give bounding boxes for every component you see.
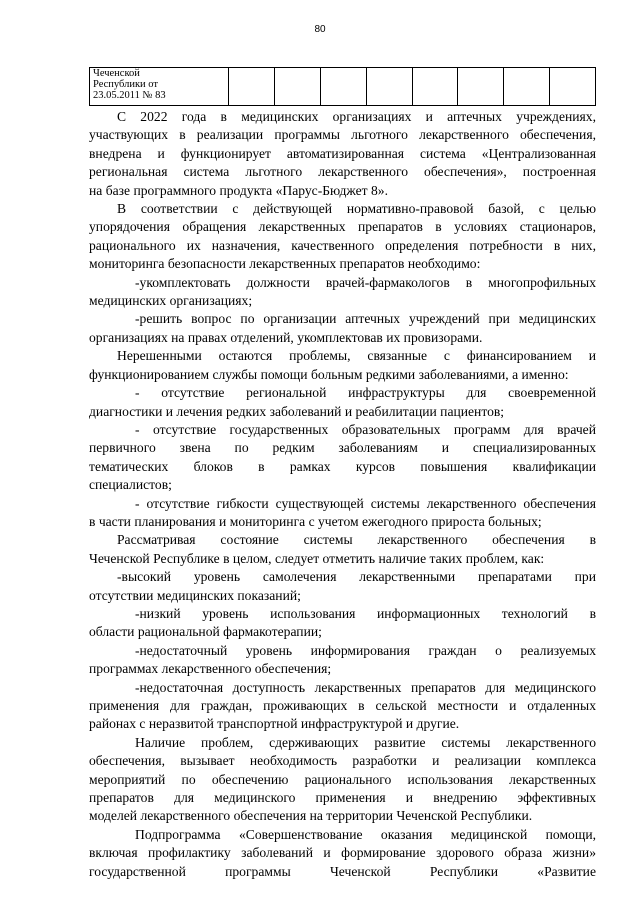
- text-line: тематических блоков в рамках курсов повышения квалификации: [89, 458, 596, 474]
- text-line: отсутствии медицинских показаний;: [89, 587, 301, 603]
- text-line: препаратов для медицинского применения и внедрению эффективных: [89, 790, 596, 806]
- text-line: С 2022 года в медицинских организациях и аптечных учреждениях,: [117, 109, 596, 124]
- text-line: региональная система льготного лекарственного обеспечения», построенная: [89, 164, 596, 180]
- text-line: участвующих в реализации программы льготного лекарственного обеспечения,: [89, 127, 596, 143]
- text-line: включая профилактику заболеваний и формирование здорового образа жизни»: [89, 845, 596, 861]
- table-cell: [504, 68, 550, 106]
- text-line: -решить вопрос по организации аптечных учреждений при медицинских: [135, 311, 596, 327]
- text-line: Рассматривая состояние системы лекарственного обеспечения в: [117, 532, 596, 548]
- text-line: мероприятий по обеспечению рационального использования лекарственных: [89, 771, 596, 787]
- text-line: мониторинга безопасности лекарственных препаратов необходимо:: [89, 256, 481, 272]
- text-line: В соответствии с действующей нормативно-правовой базой, с целью: [117, 201, 596, 217]
- text-line: программах лекарственного обеспечения;: [89, 661, 332, 677]
- text-line: функционированием службы помощи больным редкими заболеваниями, а именно:: [89, 366, 569, 382]
- text-line: Подпрограмма «Совершенствование оказания медицинской помощи,: [135, 826, 596, 842]
- text-line: диагностики и лечения редких заболеваний и реабилитации пациентов;: [89, 403, 505, 419]
- document-body: [89, 108, 596, 881]
- text-line: -недостаточная доступность лекарственных препаратов для медицинского: [135, 679, 596, 695]
- cell-line: 23.05.2011 № 83: [93, 90, 166, 101]
- text-line: районах с неразвитой транспортной инфраструктурой и другие.: [89, 716, 460, 732]
- text-line: Нерешенными остаются проблемы, связанные с финансированием и: [117, 348, 596, 364]
- text-line: - отсутствие гибкости существующей системы лекарственного обеспечения: [135, 495, 596, 511]
- table-cell: [458, 68, 504, 106]
- text-line: на базе программного продукта «Парус-Бюджет 8».: [89, 182, 388, 198]
- text-line: -недостаточный уровень информирования граждан о реализуемых: [135, 642, 596, 658]
- text-line: -высокий уровень самолечения лекарственными препаратами при: [117, 569, 596, 585]
- table-cell: [412, 68, 458, 106]
- table-cell-region: [90, 68, 229, 106]
- text-line: -низкий уровень использования информационных технологий в: [135, 605, 596, 621]
- text-line: в части планирования и мониторинга с учетом ежегодного прироста больных;: [89, 513, 542, 529]
- text-line: области рациональной фармакотерапии;: [89, 624, 322, 640]
- table-cell: [366, 68, 412, 106]
- text-line: обеспечения, вызывает необходимость разработки и реализации комплекса: [89, 753, 596, 769]
- text-line: -укомплектовать должности врачей-фармакологов в многопрофильных: [135, 274, 596, 290]
- cell-line: Чеченской: [93, 68, 140, 79]
- table-cell: [320, 68, 366, 106]
- text-line: специалистов;: [89, 477, 172, 493]
- table-row: [90, 68, 596, 106]
- cell-line: Республики от: [93, 79, 158, 90]
- text-line: медицинских организациях;: [89, 293, 253, 309]
- text-line: организациях на правах отделений, укомплектовав их провизорами.: [89, 329, 483, 345]
- text-line: упорядочения обращения лекарственных препаратов в условиях стационаров,: [89, 219, 596, 235]
- text-line: - отсутствие государственных образовательных программ для врачей: [135, 421, 596, 437]
- text-line: государственной программы Чеченской Республики «Развитие: [89, 863, 596, 879]
- text-line: рационального их назначения, качественного определения потребности в них,: [89, 237, 596, 253]
- text-line: Чеченской Республике в целом, следует отметить наличие таких проблем, как:: [89, 550, 545, 566]
- text-line: внедрена и функционирует автоматизированная система «Централизованная: [89, 145, 596, 161]
- continuation-table: [89, 67, 596, 106]
- text-line: - отсутствие региональной инфраструктуры для своевременной: [135, 385, 596, 401]
- text-line: применения для граждан, проживающих в сельской местности и отдаленных: [89, 698, 596, 713]
- text-line: Наличие проблем, сдерживающих развитие системы лекарственного: [135, 734, 596, 750]
- page-number: 80: [314, 24, 326, 35]
- table-cell: [550, 68, 596, 106]
- table-cell: [229, 68, 275, 106]
- text-line: моделей лекарственного обеспечения на территории Чеченской Республики.: [89, 808, 533, 824]
- table-cell: [274, 68, 320, 106]
- text-line: первичного звена по редким заболеваниям и специализированных: [89, 440, 596, 456]
